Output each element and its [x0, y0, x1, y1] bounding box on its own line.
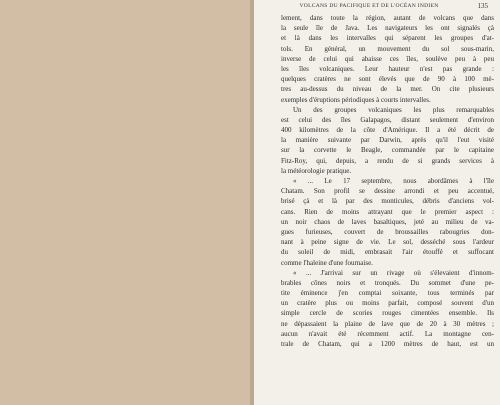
text-line: exemples d'éruptions périodiques à courts intervalles.: [281, 95, 431, 104]
text-line: ne dépassaient la plaine de lave que de 20 à 30 mètres ;: [281, 319, 494, 328]
text-line: lement, dans toute la région, autant de volcans que dans: [281, 14, 494, 22]
text-line: tite éminence j'en comptai soixante, tous terminés par: [281, 289, 494, 298]
text-line: quelques cratères ne sont élevés que de 90 à 100 mè-: [281, 75, 494, 84]
text-line: un cratère plus ou moins parfait, composé souvent d'un: [281, 299, 494, 308]
text-line: brisé çà et là par des monticules, débris d'anciens vol-: [281, 197, 494, 206]
text-line: un noir chaos de laves basaltiques, jeté au milieu de va-: [281, 217, 494, 226]
text-line: « ... Le 17 septembre, nous abordâmes à l'île: [293, 177, 494, 185]
text-line: simple cercle de scories rouges cimentées ensemble. Ils: [281, 309, 494, 318]
text-line: tols. En général, un mouvement du sol sous-marin,: [281, 44, 494, 53]
text-line: « ... J'arrivai sur un rivage où s'élevaient d'innom-: [293, 268, 494, 277]
text-line: Chatam. Son profil se dessine arrondi et peu accentué,: [281, 187, 494, 196]
text-line: gues furieuses, couvert de broussailles rabougries don-: [281, 227, 494, 236]
text-line: comme l'haleine d'une fournaise.: [281, 258, 373, 267]
text-line: Fitz-Roy, qui, depuis, a rendu de si grands services à: [281, 156, 494, 165]
text-line: inverse de celui qui abaisse ces îles, soulève peu à peu: [281, 54, 494, 63]
running-head: [280, 3, 488, 13]
text-line: du soleil de midi, embrasait l'air étouffé et suffocant: [281, 248, 494, 257]
text-line: la manière suivante par Darwin, après qu'il l'eut visité: [281, 136, 494, 145]
text-line: aucun n'avait été récemment actif. La montagne cen-: [281, 329, 494, 338]
body-text: [281, 13, 494, 349]
text-line: Un des groupes volcaniques les plus remarquables: [293, 105, 494, 114]
text-line: 400 kilomètres de la côte d'Amérique. Il a été décrit de: [281, 126, 494, 135]
text-line: nant à peine signe de vie. Le sol, desséché sous l'ardeur: [281, 238, 494, 247]
text-line: cans. Rien de moins attrayant que le premier aspect :: [281, 207, 494, 216]
running-title: VOLCANS DU PACIFIQUE ET DE L'OCÉAN INDIEN: [299, 3, 439, 9]
text-line: sur la corvette le Beagle, commandée par le capitaine: [281, 146, 494, 155]
page-number: 135: [477, 2, 488, 10]
book-page: [254, 0, 500, 405]
text-line: brables cônes noirs et tronqués. Du sommet d'une pe-: [281, 278, 494, 287]
text-line: la seule île de Java. Les navigateurs les ont signalés çà: [281, 24, 494, 33]
text-line: et là dans les intervalles qui séparent les groupes d'at-: [281, 34, 494, 43]
text-line: les îles volcaniques. Leur hauteur n'est pas grande :: [281, 64, 494, 73]
text-line: la météorologie pratique.: [281, 166, 352, 175]
text-line: trale de Chatam, qui a 1200 mètres de haut, est un: [281, 340, 494, 348]
text-line: est celui des îles Galapagos, distant seulement d'environ: [281, 115, 494, 124]
text-line: tres au-dessus du niveau de la mer. On cite plusieurs: [281, 85, 494, 94]
